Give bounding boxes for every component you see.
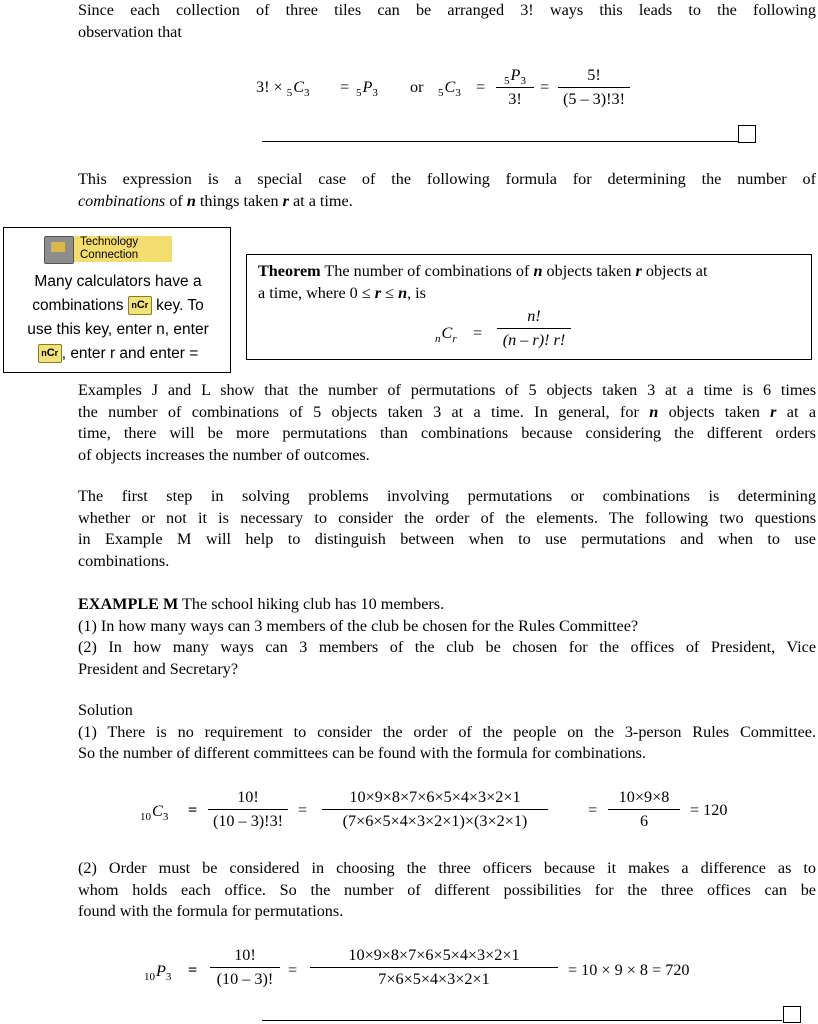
eq3-fraction-2: 10×9×8×7×6×5×4×3×2×1 7×6×5×4×3×2×1 [310, 946, 558, 989]
permutations-vs-combinations-paragraph: Examples J and L show that the number of permutations of 5 objects taken 3 at a time is 6 times the number of combinations of 5 objects taken 3 at a time. In general, for n objects taken r at a time, there will be more permutations than combinations because considering the different orders of objects increases the number of outcomes. [78, 381, 817, 464]
solution-part-1: Solution (1) There is no requirement to consider the order of the people on the 3-person Rules Committee. So the number of different committees can be found with the formula for combinations. [78, 701, 816, 762]
eq3-result: = 10 × 9 × 8 = 720 [568, 961, 690, 979]
theorem-box: Theorem The number of combinations of n objects taken r objects at a time, where 0 ≤ r ≤ n, is $_nC_r$ = n! (n – r)! r! [246, 254, 812, 360]
eq1-lhs: 3! × [256, 78, 287, 96]
technology-connection-text: Many calculators have a combinations nCr key. To use this key, enter n, enter nCr , enter r and enter = [27, 273, 209, 362]
example-m: EXAMPLE M The school hiking club has 10 members. (1) In how many ways can 3 members of the club be chosen for the Rules Committee? (2) In how many ways can 3 members of the club be chosen for the offices of President, Vice President and Secretary? [78, 595, 816, 678]
intro-line-2: observation that [78, 22, 182, 41]
eq2-fraction-2: 10×9×8×7×6×5×4×3×2×1 (7×6×5×4×3×2×1)×(3×2×1) [322, 788, 548, 831]
eq1-fraction-2: 5! (5 – 3)!3! [558, 66, 630, 109]
calculator-icon [44, 236, 74, 264]
intro-line-1: Since each collection of three tiles can be arranged 3! ways this leads to the following [78, 1, 816, 19]
ncr-key-icon: nCr [38, 344, 62, 363]
theorem-label: Theorem [258, 262, 321, 280]
first-step-paragraph: The first step in solving problems involving permutations or combinations is determining whether or not it is necessary to consider the order of the elements. The following two questions in Example M will help to distinguish between when to use permutations and when to use combinations. [78, 487, 816, 570]
end-of-example-box [738, 125, 756, 143]
solution-part-2: (2) Order must be considered in choosing the three officers because it makes a difference as to whom holds each office. So the number of different possibilities for the three offices can be found with the formula for permutations. [78, 859, 816, 920]
end-of-example-rule [262, 141, 738, 142]
end-of-solution-box [783, 1006, 801, 1023]
technology-connection-box [3, 227, 231, 373]
eq3-fraction-1: 10! (10 – 3)! [210, 946, 280, 989]
eq2-result: = 120 [690, 801, 728, 819]
eq1-fraction-1: $_5P_3$ 3! [496, 66, 534, 109]
theorem-fraction: n! (n – r)! r! [497, 307, 571, 350]
solution-label: Solution [78, 701, 133, 719]
end-of-solution-rule [262, 1020, 782, 1021]
theorem-lhs: $_nC_r$ [435, 324, 457, 345]
intro-paragraph [78, 0, 816, 43]
formula-intro-paragraph: This expression is a special case of the following formula for determining the number of combinations of n things taken r at a time. [78, 170, 816, 210]
eq2-fraction-3: 10×9×8 6 [608, 788, 680, 831]
eq1-or: or [410, 78, 424, 96]
eq2-fraction-1: 10! (10 – 3)!3! [208, 788, 288, 831]
technology-connection-badge: Technology Connection [44, 236, 174, 262]
example-label: EXAMPLE M [78, 595, 179, 613]
ncr-key-icon: nCr [128, 296, 152, 315]
